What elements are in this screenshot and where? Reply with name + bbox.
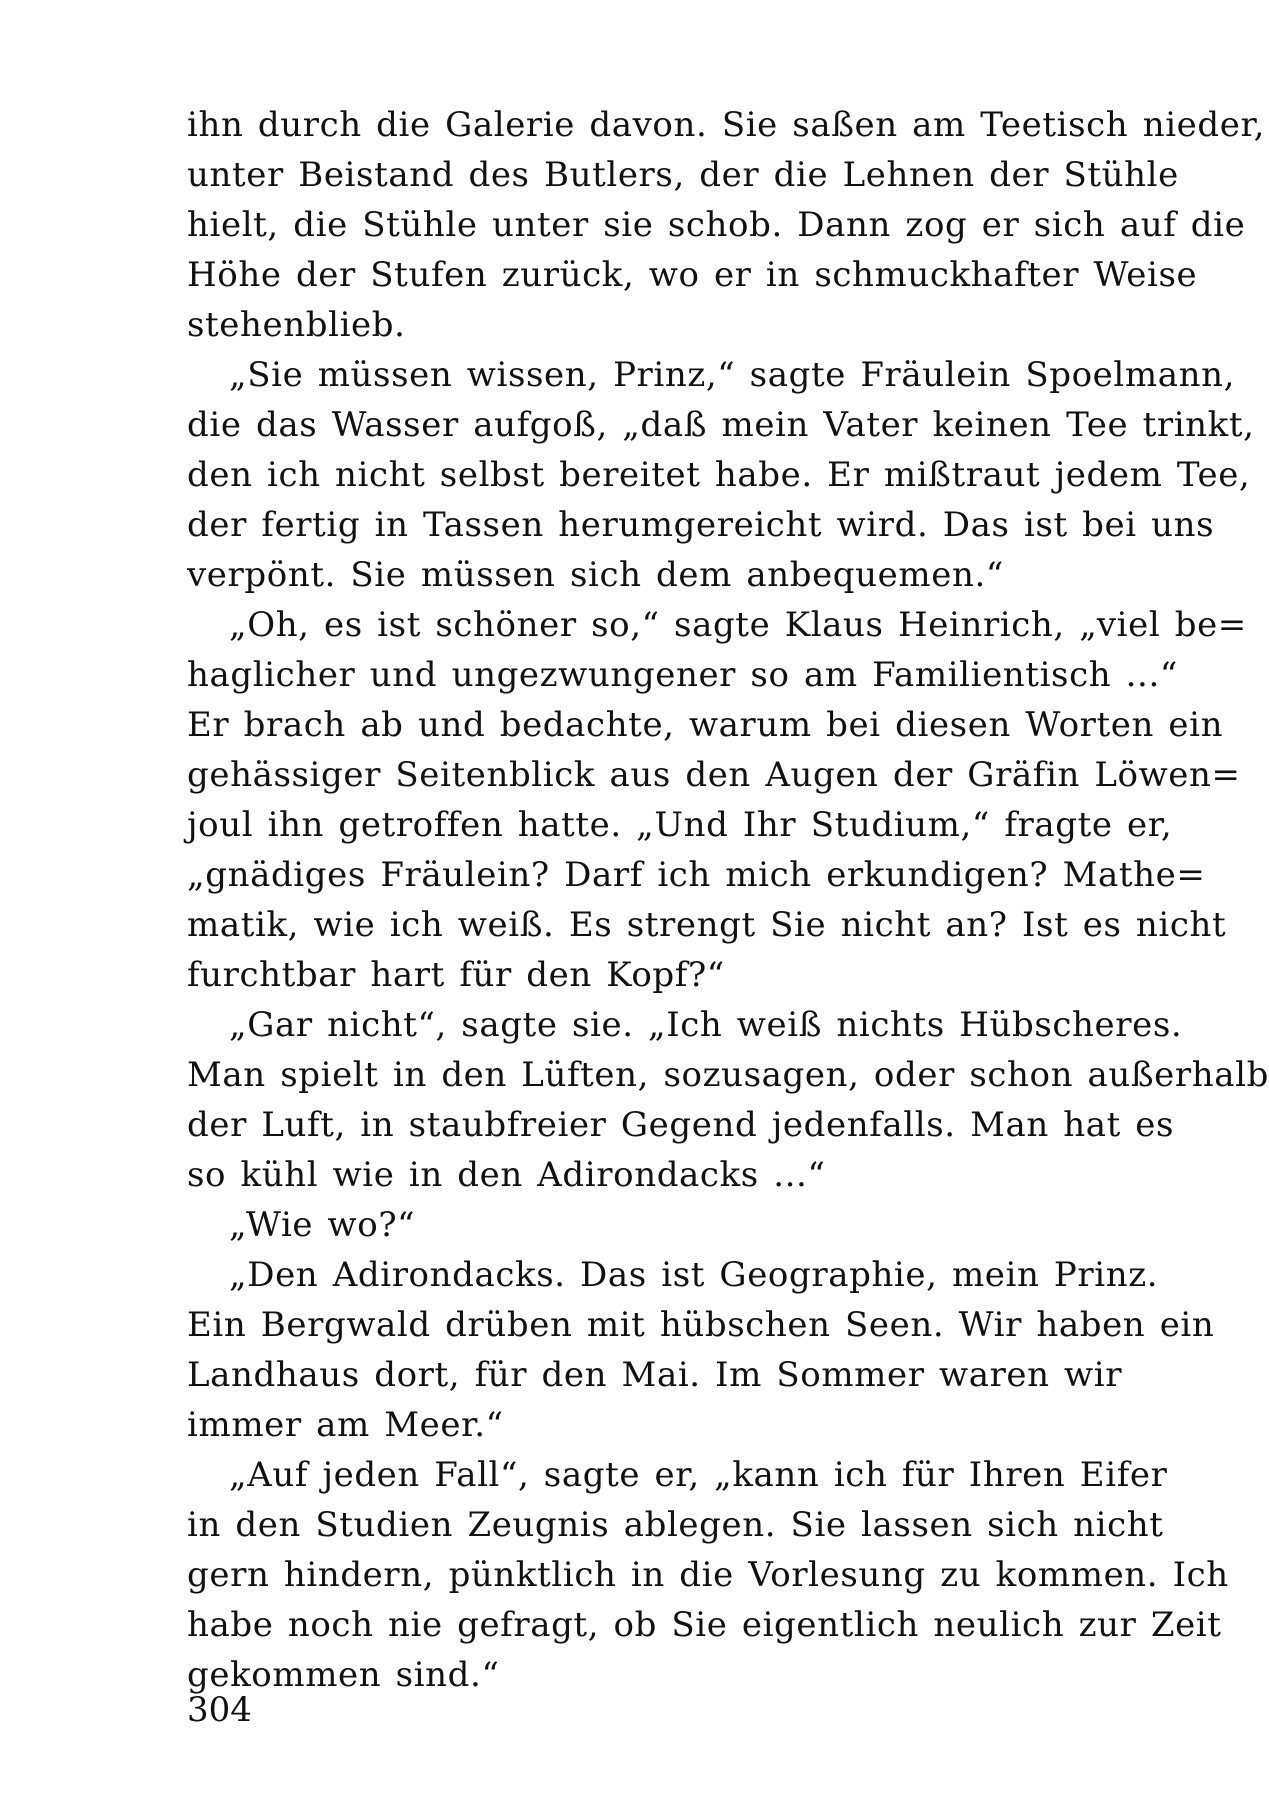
text-line: verpönt. Sie müssen sich dem anbequemen.“ xyxy=(187,555,1004,595)
text-line: die das Wasser aufgoß, „daß mein Vater keinen Tee trinkt, xyxy=(187,405,1255,445)
text-line: matik, wie ich weiß. Es strengt Sie nicht an? Ist es nicht xyxy=(187,905,1227,945)
text-line: so kühl wie in den Adirondacks ...“ xyxy=(187,1155,826,1195)
text-line: hielt, die Stühle unter sie schob. Dann zog er sich auf die xyxy=(187,205,1246,245)
text-line: Er brach ab und bedachte, warum bei diesen Worten ein xyxy=(187,705,1224,745)
text-line: Man spielt in den Lüften, sozusagen, oder schon außerhalb xyxy=(187,1055,1269,1095)
text-line: „gnädiges Fräulein? Darf ich mich erkundigen? Mathe= xyxy=(187,855,1206,895)
text-line: unter Beistand des Butlers, der die Lehnen der Stühle xyxy=(187,155,1179,195)
text-line: der fertig in Tassen herumgereicht wird. Das ist bei uns xyxy=(187,505,1215,545)
text-line: der Luft, in staubfreier Gegend jedenfalls. Man hat es xyxy=(187,1105,1175,1145)
text-line: gern hindern, pünktlich in die Vorlesung zu kommen. Ich xyxy=(187,1555,1229,1595)
text-line: haglicher und ungezwungener so am Familientisch ...“ xyxy=(187,655,1178,695)
page-number: 304 xyxy=(187,1690,252,1730)
text-line: gekommen sind.“ xyxy=(187,1655,500,1695)
text-line: „Gar nicht“, sagte sie. „Ich weiß nichts Hübscheres. xyxy=(229,1005,1183,1045)
text-line: gehässiger Seitenblick aus den Augen der Gräfin Löwen= xyxy=(187,755,1241,795)
text-line: joul ihn getroffen hatte. „Und Ihr Studium,“ fragte er, xyxy=(187,805,1173,845)
text-line: Höhe der Stufen zurück, wo er in schmuckhafter Weise xyxy=(187,255,1198,295)
text-line: in den Studien Zeugnis ablegen. Sie lassen sich nicht xyxy=(187,1505,1164,1545)
text-line: ihn durch die Galerie davon. Sie saßen am Teetisch nieder, xyxy=(187,105,1265,145)
text-line: immer am Meer.“ xyxy=(187,1405,504,1445)
text-line: habe noch nie gefragt, ob Sie eigentlich neulich zur Zeit xyxy=(187,1605,1222,1645)
body-text xyxy=(187,100,1269,1700)
text-line: „Oh, es ist schöner so,“ sagte Klaus Heinrich, „viel be= xyxy=(229,605,1247,645)
text-line: „Wie wo?“ xyxy=(229,1205,416,1245)
text-line: furchtbar hart für den Kopf?“ xyxy=(187,955,725,995)
text-line: „Sie müssen wissen, Prinz,“ sagte Fräulein Spoelmann, xyxy=(229,355,1235,395)
text-line: stehenblieb. xyxy=(187,305,406,345)
text-line: Ein Bergwald drüben mit hübschen Seen. Wir haben ein xyxy=(187,1305,1215,1345)
text-line: „Den Adirondacks. Das ist Geographie, mein Prinz. xyxy=(229,1255,1159,1295)
text-line: den ich nicht selbst bereitet habe. Er mißtraut jedem Tee, xyxy=(187,455,1251,495)
text-line: Landhaus dort, für den Mai. Im Sommer waren wir xyxy=(187,1355,1123,1395)
text-line: „Auf jeden Fall“, sagte er, „kann ich für Ihren Eifer xyxy=(229,1455,1168,1495)
